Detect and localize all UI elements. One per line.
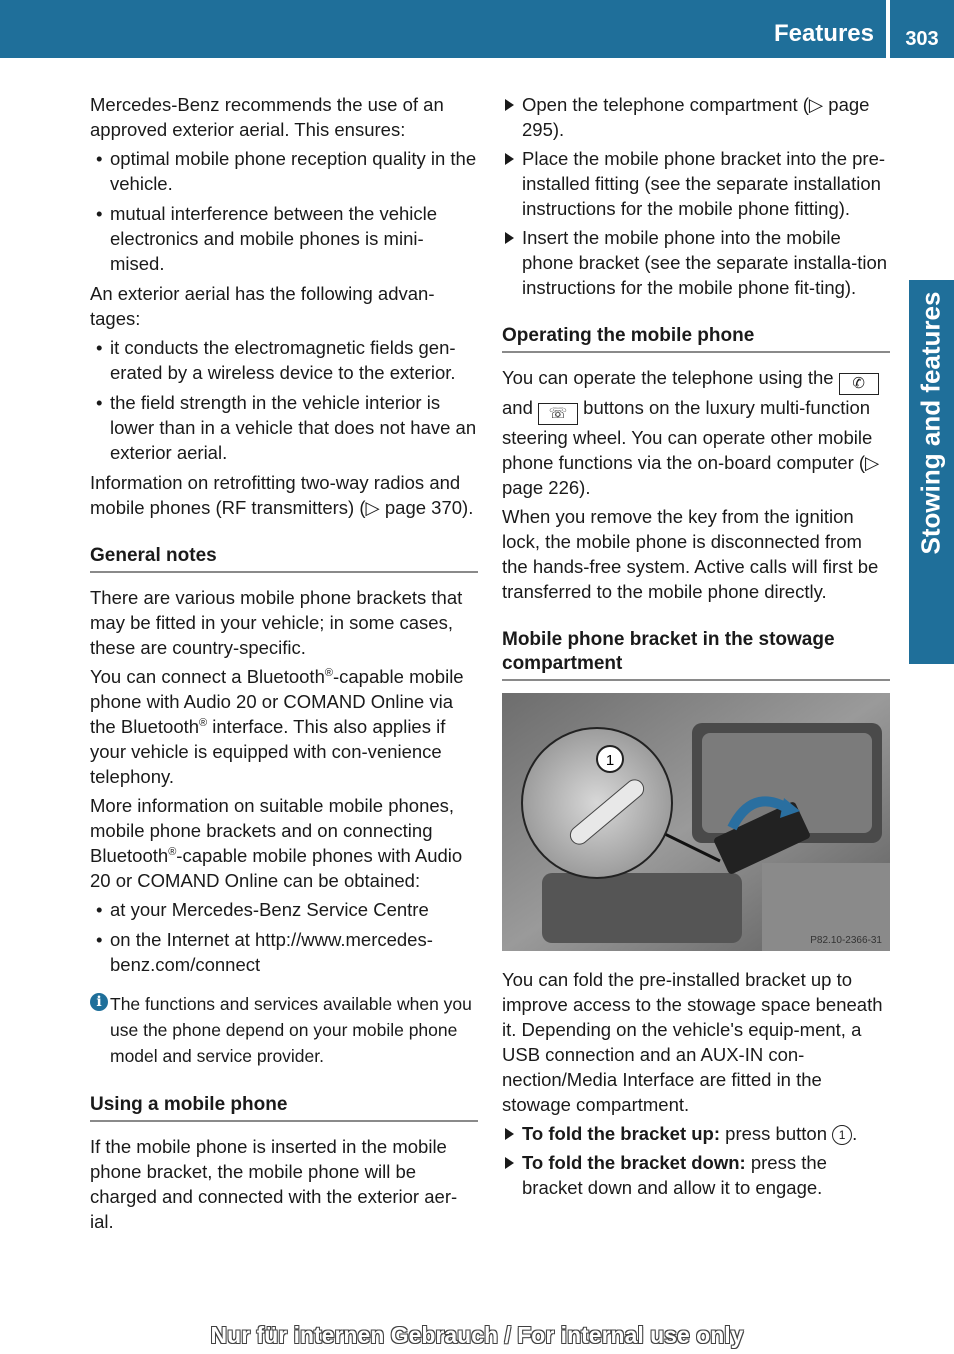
intro-paragraph: Mercedes-Benz recommends the use of an approved exterior aerial. This ensures:	[90, 94, 444, 140]
bluetooth-paragraph: You can connect a Bluetooth®-capable mobile phone with Audio 20 or COMAND Online via the Bluetooth® interface. This also applies if your vehicle is equipped with con-venience telephony.	[90, 666, 464, 787]
heading-using-mobile-phone: Using a mobile phone	[90, 1093, 478, 1122]
list-item: • mutual interference between the vehicle electronics and mobile phones is mini-mised.	[90, 201, 478, 276]
button-1-ref-icon: 1	[832, 1125, 852, 1145]
right-column	[502, 92, 890, 1204]
figure-code: P82.10-2366-31	[810, 935, 882, 946]
heading-operating-mobile-phone: Operating the mobile phone	[502, 324, 890, 353]
chapter-side-tab-label: Stowing and features	[915, 291, 946, 555]
advantages-intro: An exterior aerial has the following advan-tages:	[90, 283, 435, 329]
phone-end-icon: ☏	[538, 403, 578, 425]
ignition-paragraph: When you remove the key from the ignition lock, the mobile phone is disconnected from the hands-free system. Active calls will first be transferred to the mobile phone directly.	[502, 506, 879, 602]
operating-paragraph: You can operate the telephone using the ✆ and ☏ buttons on the luxury multi-function steering wheel. You can operate other mobile phone functions via the on-board computer (▷ page 226).	[502, 367, 880, 498]
section-title: Features	[773, 20, 874, 47]
heading-general-notes: General notes	[90, 544, 478, 573]
figure-callout-1: 1	[605, 752, 615, 769]
more-info-paragraph: More information on suitable mobile phones, mobile phone brackets and on connecting Bluetooth®-capable mobile phones with Audio 20 or COMAND Online can be obtained:	[90, 795, 463, 891]
info-note-text: The functions and services available when you use the phone depend on your mobile phone model and service provider.	[110, 994, 472, 1066]
instruction-step: Insert the mobile phone into the mobile phone bracket (see the separate installa-tion instructions for the mobile phone fit-ting).	[502, 225, 890, 300]
list-item: • optimal mobile phone reception quality in the vehicle.	[90, 146, 478, 196]
info-note	[90, 991, 478, 1069]
page-header	[0, 0, 954, 58]
heading-stowage-compartment: Mobile phone bracket in the stowage compartment	[502, 628, 890, 681]
header-divider	[886, 0, 890, 58]
left-column	[90, 92, 478, 1238]
instruction-step: Place the mobile phone bracket into the pre-installed fitting (see the separate installation instructions for the mobile phone fitting).	[502, 146, 890, 221]
instruction-step-fold-up: To fold the bracket up: press button 1 .	[502, 1121, 890, 1146]
info-icon: i	[90, 993, 108, 1011]
stowage-bracket-photo	[502, 693, 890, 951]
internal-use-watermark: Nur für internen Gebrauch / For internal use only	[210, 1322, 744, 1348]
instruction-step-fold-down: To fold the bracket down: press the bracket down and allow it to engage.	[502, 1150, 890, 1200]
retrofit-note: Information on retrofitting two-way radios and mobile phones (RF transmitters) (▷ page 370).	[90, 472, 474, 518]
list-item: • the field strength in the vehicle interior is lower than in a vehicle that does not have an exterior aerial.	[90, 390, 478, 465]
list-item: • at your Mercedes-Benz Service Centre	[90, 897, 478, 922]
stowage-paragraph: You can fold the pre-installed bracket up to improve access to the stowage space beneath it. Depending on the vehicle's equip-ment, a USB connection and an AUX-IN con-nection/Media Interface are fitted in the stowage compartment.	[502, 969, 883, 1115]
list-item: • it conducts the electromagnetic fields gen-erated by a wireless device to the exterior.	[90, 335, 478, 385]
stowage-illustration	[502, 693, 890, 951]
chapter-side-tab	[909, 280, 954, 664]
phone-accept-icon: ✆	[839, 373, 879, 395]
general-notes-paragraph: There are various mobile phone brackets that may be fitted in your vehicle; in some cases, these are country-specific.	[90, 587, 463, 658]
instruction-step: Open the telephone compartment (▷ page 295).	[502, 92, 890, 142]
list-item: • on the Internet at http://www.mercedes-benz.com/connect	[90, 927, 478, 977]
using-paragraph: If the mobile phone is inserted in the mobile phone bracket, the mobile phone will be charged and connected with the exterior aer-ial.	[90, 1136, 458, 1232]
page-number: 303	[905, 28, 939, 50]
